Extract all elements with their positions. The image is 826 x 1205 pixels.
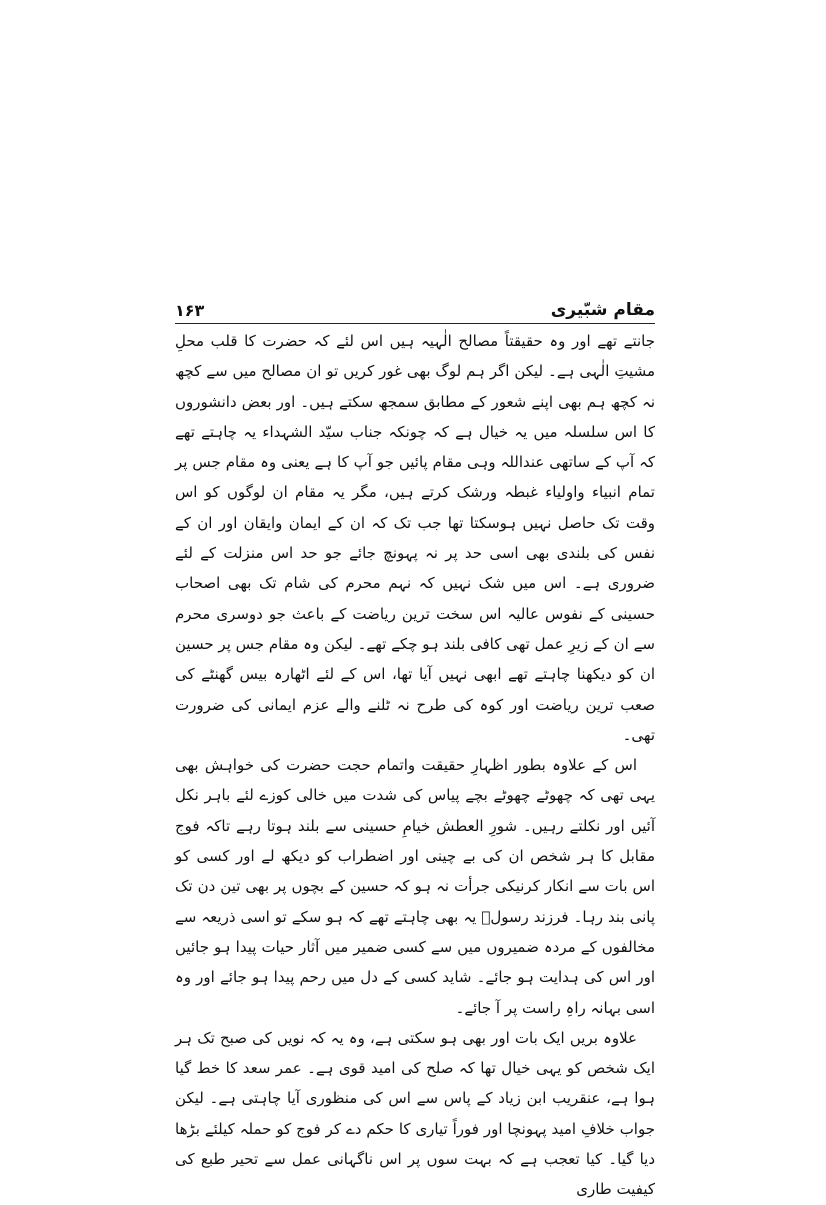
paragraph-3: علاوہ بریں ایک بات اور بھی ہو سکتی ہے، وہ یہ کہ نویں کی صبح تک ہر ایک شخص کو یہی خیال تھا کہ صلح کی امید قوی ہے۔ عمر سعد کا خط گیا ہوا ہے، عنقریب ابن زیاد کے پاس سے اس کی منظوری آیا چاہتی ہے۔ لیکن جواب خلافِ امید پہونچا اور فوراً تیاری کا حکم دے کر فوج کو حملہ کیلئے بڑھا دیا گیا۔ کیا تعجب ہے کہ بہت سوں پر اس ناگہانی عمل سے تحیر طبع کی کیفیت طاری bbox=[175, 1028, 655, 1199]
page-number: ۱۶۳ bbox=[175, 301, 205, 320]
paragraph-1: جانتے تھے اور وہ حقیقتاً مصالح الٰہیہ ہیں اس لئے کہ حضرت کا قلب محلِ مشیتِ الٰہی ہے۔ لیکن اگر ہم لوگ بھی غور کریں تو ان مصالح میں سے کچھ نہ کچھ ہم بھی اپنے شعور کے مطابق سمجھ سکتے ہیں۔ اور بعض دانشوروں کا اس سلسلہ میں یہ خیال ہے کہ چونکہ جناب سیّد الشہداء یہ چاہتے تھے کہ آپ کے ساتھی عنداللہ وہی مقام پائیں جو آپ کا ہے یعنی وہ مقام جس پر تمام انبیاء واولیاء غبطہ ورشک کرتے ہیں، مگر یہ مقام ان لوگوں کو اس وقت تک حاصل نہیں ہوسکتا تھا جب تک کہ ان کے ایمان وایقان اور ان کے نفس کی بلندی بھی اسی حد پر نہ پہونچ جائے جو حد اس منزلت کے لئے ضروری ہے۔ اس میں شک نہیں کہ نہم محرم کی شام تک بھی اصحاب حسینی کے نفوس عالیہ اس سخت ترین ریاضت کے باعث جو دوسری محرم سے ان کے زیرِ عمل تھی کافی بلند ہو چکے تھے۔ لیکن وہ مقام جس پر حسین ان کو دیکھنا چاہتے تھے ابھی نہیں آیا تھا، اس کے لئے اٹھارہ بیس گھنٹے کی صعب ترین ریاضت اور کوہ کی طرح نہ ٹلنے والے عزم ایمانی کی ضرورت تھی۔ bbox=[175, 332, 655, 744]
running-title: مقام شبّیری bbox=[550, 300, 655, 320]
header-rule bbox=[175, 323, 655, 324]
page-header bbox=[175, 286, 655, 320]
body-text bbox=[175, 326, 655, 1205]
paragraph-2: اس کے علاوہ بطور اظہارِ حقیقت واتمام حجت حضرت کی خواہش بھی یہی تھی کہ چھوٹے چھوٹے بچے پیاس کی شدت میں خالی کوزے لئے باہر نکل آئیں اور نکلتے رہیں۔ شورِ العطش خیامِ حسینی سے بلند ہوتا رہے تاکہ فوج مقابل کا ہر شخص ان کی بے چینی اور اضطراب کو دیکھ لے اور کسی کو اس بات سے انکار کرنیکی جرأت نہ ہو کہ حسین کے بچوں پر بھی تین دن تک پانی بند رہا۔ فرزند رسولؐ یہ بھی چاہتے تھے کہ ہو سکے تو اسی ذریعہ سے مخالفوں کے مردہ ضمیروں میں سے کسی ضمیر میں آثار حیات پیدا ہو جائیں اور اس کی ہدایت ہو جائے۔ شاید کسی کے دل میں رحم پیدا ہو جائے اور وہ اسی بہانہ راہِ راست پر آ جائے۔ bbox=[175, 756, 655, 1017]
